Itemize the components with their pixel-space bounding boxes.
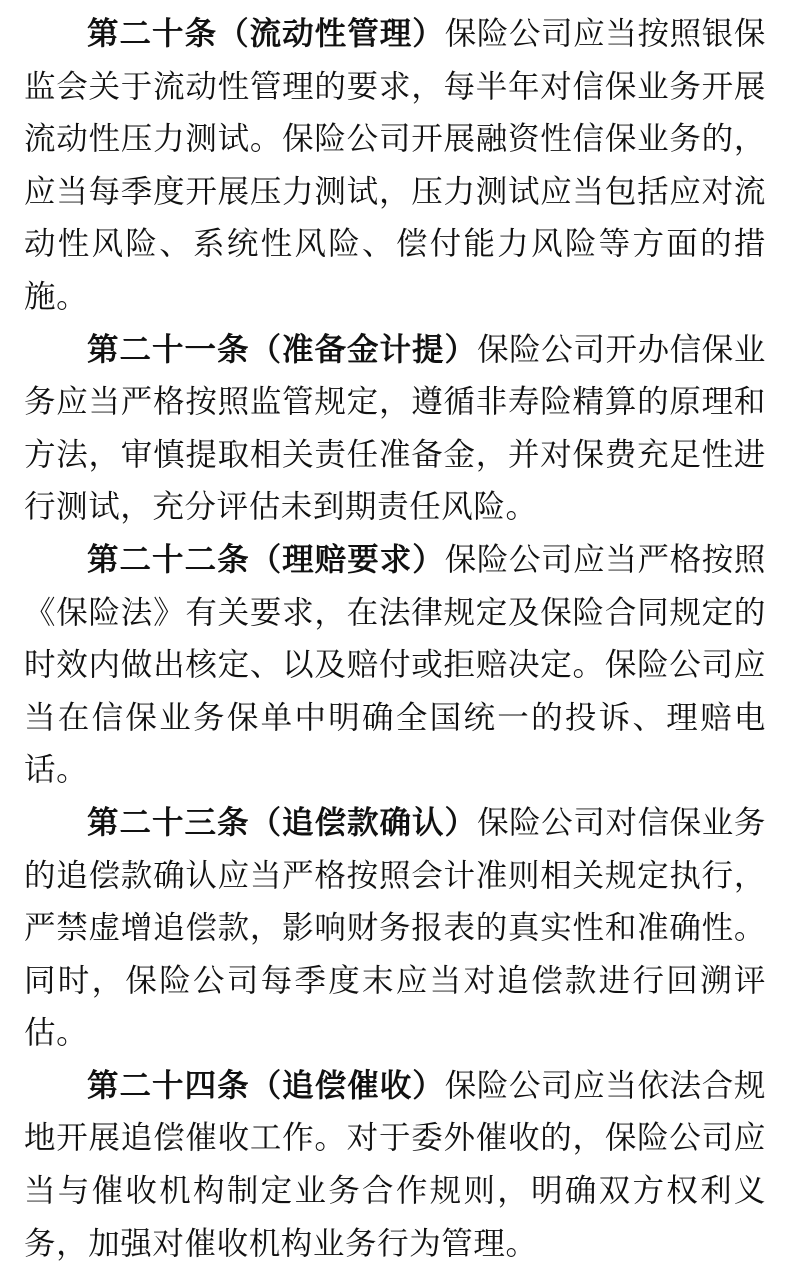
article-20-heading: 第二十条（流动性管理） [87,16,445,52]
article-23 [24,797,766,1060]
article-24 [24,1060,766,1270]
article-20 [24,8,766,324]
article-21 [24,324,766,534]
article-20-body: 保险公司应当按照银保监会关于流动性管理的要求，每半年对信保业务开展流动性压力测试。保险公司开展融资性信保业务的，应当每季度开展压力测试，压力测试应当包括应对流动性风险、系统性风险、偿付能力风险等方面的措施。 [24,16,766,315]
article-21-body: 保险公司开办信保业务应当严格按照监管规定，遵循非寿险精算的原理和方法，审慎提取相关责任准备金，并对保费充足性进行测试，充分评估未到期责任风险。 [24,331,766,526]
article-24-body: 保险公司应当依法合规地开展追偿催收工作。对于委外催收的，保险公司应当与催收机构制定业务合作规则，明确双方权利义务，加强对催收机构业务行为管理。 [24,1067,766,1262]
article-24-heading: 第二十四条（追偿催收） [87,1067,445,1104]
article-23-heading: 第二十三条（追偿款确认） [87,804,478,841]
article-22 [24,534,766,797]
article-21-heading: 第二十一条（准备金计提） [87,331,478,368]
article-22-body: 保险公司应当严格按照《保险法》有关要求，在法律规定及保险合同规定的时效内做出核定、以及赔付或拒赔决定。保险公司应当在信保业务保单中明确全国统一的投诉、理赔电话。 [24,541,766,789]
article-23-body: 保险公司对信保业务的追偿款确认应当严格按照会计准则相关规定执行，严禁虚增追偿款，影响财务报表的真实性和准确性。同时，保险公司每季度末应当对追偿款进行回溯评估。 [24,804,766,1052]
article-22-heading: 第二十二条（理赔要求） [87,541,445,578]
